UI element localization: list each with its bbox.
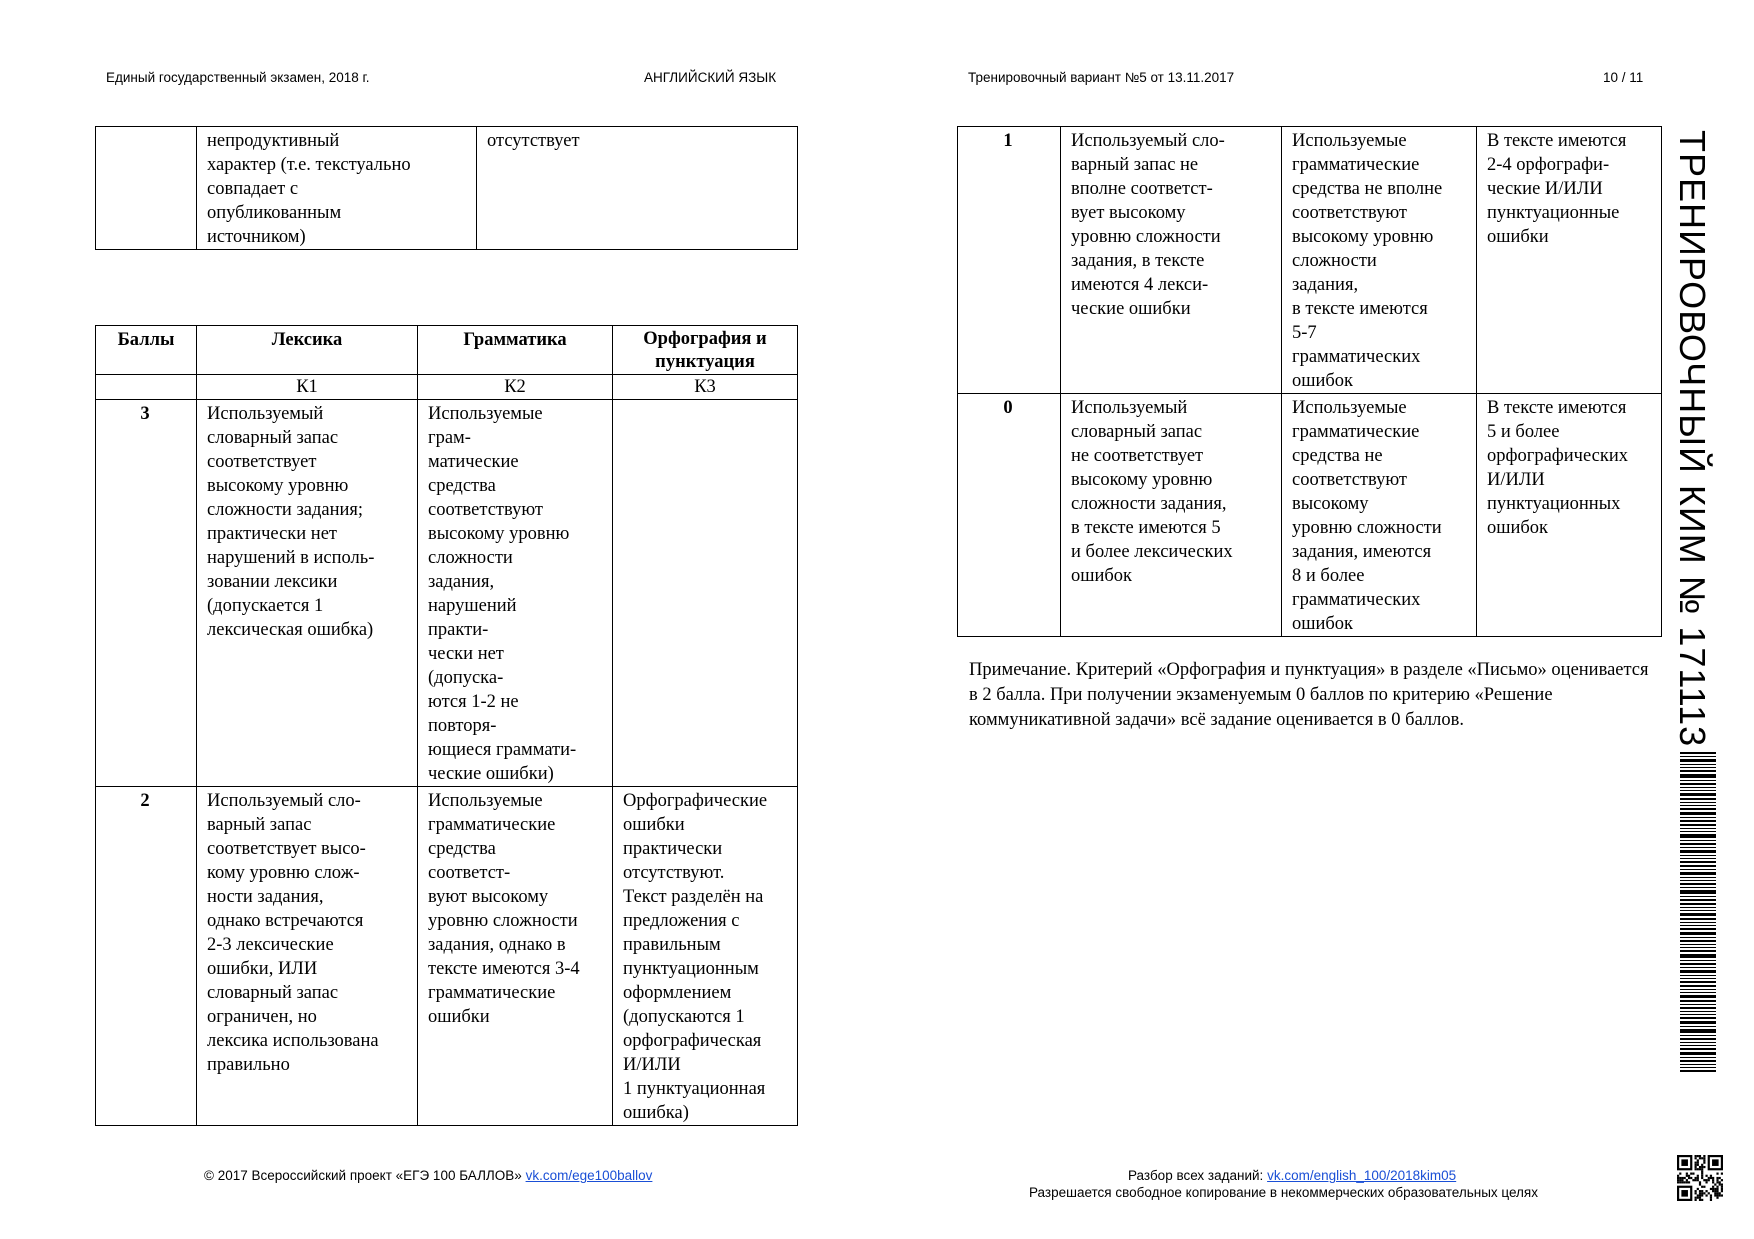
- barcode-bar: [1680, 985, 1716, 987]
- barcode-bar: [1680, 843, 1716, 845]
- table-cell: отсутствует: [477, 127, 798, 250]
- qr-module: [1695, 1164, 1697, 1166]
- barcode-bar: [1680, 899, 1716, 901]
- qr-code-icon: [1677, 1155, 1723, 1201]
- barcode-bar: [1680, 918, 1716, 920]
- barcode-bar: [1680, 812, 1716, 815]
- qr-module: [1710, 1197, 1712, 1199]
- barcode-bar: [1680, 1004, 1716, 1005]
- qr-module: [1721, 1194, 1723, 1196]
- lexis-cell: Используемый словарный запас соответствует высокому уровню сложности задания; практически нет нарушений в исполь- зовании лексики (допускается 1 лексическая ошибка): [197, 400, 418, 787]
- barcode-bar: [1680, 783, 1716, 785]
- qr-module: [1710, 1175, 1712, 1177]
- qr-module: [1701, 1164, 1703, 1166]
- barcode-bar: [1680, 764, 1716, 765]
- barcode-bar: [1680, 910, 1716, 911]
- qr-module: [1695, 1168, 1697, 1170]
- barcode-bar: [1680, 752, 1716, 754]
- barcode-bar: [1680, 756, 1716, 757]
- barcode-bar: [1680, 960, 1716, 961]
- qr-module: [1716, 1173, 1718, 1175]
- code-k3: К3: [613, 375, 798, 400]
- barcode-bar: [1680, 928, 1716, 930]
- barcode-bar: [1680, 774, 1716, 778]
- qr-module: [1705, 1179, 1707, 1181]
- qr-module: [1712, 1186, 1714, 1188]
- qr-module: [1705, 1181, 1707, 1183]
- barcode-bar: [1680, 1045, 1716, 1046]
- lexis-cell: Используемый сло- варный запас соответствует высо- кому уровню слож- ности задания, однако встречаются 2-3 лексические ошибки, ИЛИ словарный запас ограничен, но лексика использована правильно: [197, 787, 418, 1126]
- qr-module: [1712, 1181, 1714, 1183]
- qr-module: [1684, 1181, 1686, 1183]
- barcode-bar: [1680, 869, 1716, 870]
- qr-module: [1716, 1194, 1718, 1196]
- qr-module: [1708, 1192, 1710, 1194]
- qr-module: [1695, 1192, 1697, 1194]
- barcode-bar: [1680, 1052, 1716, 1055]
- qr-module: [1699, 1157, 1701, 1159]
- barcode-bar: [1680, 975, 1716, 976]
- barcode-bar: [1680, 759, 1716, 762]
- barcode-bar: [1680, 913, 1716, 916]
- barcode-bar: [1680, 1029, 1716, 1033]
- barcode-bar: [1680, 808, 1716, 810]
- barcode-bar: [1680, 877, 1716, 878]
- qr-module: [1692, 1173, 1694, 1175]
- qr-module: [1695, 1166, 1697, 1168]
- grammar-cell: Используемые грам- матические средства соответствуют высокому уровню сложности задания, нарушений практи- чески нет (допуска- ются 1-2 не повторя- ющиеся граммати- ческие ошибки): [418, 400, 613, 787]
- qr-module: [1716, 1181, 1718, 1183]
- qr-module: [1716, 1177, 1718, 1179]
- header-exam-title: Единый государственный экзамен, 2018 г.: [106, 70, 370, 85]
- barcode-bar: [1680, 890, 1716, 894]
- table-codes-row: [96, 375, 798, 400]
- qr-module: [1716, 1179, 1718, 1181]
- footer-link-project[interactable]: vk.com/ege100ballov: [525, 1168, 653, 1183]
- barcode-bar: [1680, 787, 1716, 788]
- qr-module: [1716, 1197, 1718, 1199]
- qr-module: [1699, 1183, 1701, 1185]
- qr-module: [1703, 1179, 1705, 1181]
- qr-module: [1701, 1170, 1703, 1172]
- score-cell: 3: [96, 400, 197, 787]
- qr-module: [1714, 1192, 1716, 1194]
- table-cell: [96, 127, 197, 250]
- spelling-cell: [613, 400, 798, 787]
- barcode-bar: [1680, 831, 1716, 832]
- note-paragraph: Примечание. Критерий «Орфография и пунктуация» в разделе «Письмо» оценивается в 2 балла. При получении экзаменуемым 0 баллов по критерию «Решение коммуникативной задачи» всё задание оценивается в 0 баллов.: [969, 660, 1649, 730]
- barcode-bar: [1680, 940, 1716, 942]
- barcode-bar: [1680, 1000, 1716, 1002]
- qr-module: [1681, 1159, 1688, 1166]
- barcode-bar: [1680, 805, 1716, 806]
- barcode-bar: [1680, 880, 1716, 881]
- barcode-bar: [1680, 858, 1716, 859]
- qr-module: [1716, 1192, 1718, 1194]
- qr-module: [1697, 1175, 1699, 1177]
- score-cell: 1: [958, 127, 1061, 394]
- qr-module: [1710, 1199, 1712, 1201]
- qr-module: [1699, 1190, 1701, 1192]
- qr-module: [1710, 1177, 1712, 1179]
- qr-module: [1697, 1188, 1699, 1190]
- barcode-bar: [1680, 790, 1716, 791]
- barcode-bar: [1680, 1042, 1716, 1043]
- barcode-bar: [1680, 963, 1716, 965]
- qr-module: [1699, 1192, 1701, 1194]
- lexis-cell: Используемый словарный запас не соответствует высокому уровню сложности задания, в тексте имеются 5 и более лексических ошибок: [1061, 394, 1282, 637]
- barcode-bar: [1680, 887, 1716, 888]
- qr-module: [1716, 1190, 1718, 1192]
- code-cell: [96, 375, 197, 400]
- barcode-bar: [1680, 967, 1716, 968]
- qr-module: [1712, 1190, 1714, 1192]
- qr-module: [1688, 1175, 1690, 1177]
- qr-module: [1714, 1188, 1716, 1190]
- qr-module: [1681, 1179, 1683, 1181]
- qr-module: [1719, 1177, 1721, 1179]
- barcode-bar: [1680, 932, 1716, 935]
- qr-module: [1686, 1173, 1688, 1175]
- barcode-bar: [1680, 978, 1716, 979]
- header-spelling: Орфография и пунктуация: [613, 326, 798, 375]
- qr-module: [1681, 1190, 1688, 1197]
- table-row: [958, 127, 1662, 394]
- barcode-bar: [1680, 1064, 1716, 1065]
- table-header-row: [96, 326, 798, 375]
- barcode-bar: [1680, 944, 1716, 945]
- qr-module: [1692, 1179, 1694, 1181]
- footer-copyright: © 2017 Всероссийский проект «ЕГЭ 100 БАЛЛОВ»: [204, 1168, 522, 1183]
- qr-module: [1721, 1173, 1723, 1175]
- barcode-bar: [1680, 995, 1716, 998]
- qr-module: [1701, 1173, 1703, 1175]
- qr-module: [1686, 1179, 1688, 1181]
- table-row: [96, 400, 798, 787]
- barcode-bar: [1680, 1026, 1716, 1027]
- qr-module: [1710, 1194, 1712, 1196]
- barcode-bar: [1680, 903, 1716, 905]
- qr-module: [1695, 1190, 1697, 1192]
- barcode-bar: [1680, 1048, 1716, 1050]
- qr-module: [1699, 1168, 1701, 1170]
- qr-module: [1688, 1177, 1690, 1179]
- side-label: [1665, 130, 1725, 748]
- barcode-bar: [1680, 861, 1716, 863]
- barcode-bar: [1680, 802, 1716, 803]
- qr-module: [1710, 1188, 1712, 1190]
- qr-module: [1705, 1190, 1707, 1192]
- barcode-bar: [1680, 970, 1716, 973]
- qr-module: [1677, 1179, 1679, 1181]
- barcode-bar: [1680, 992, 1716, 993]
- qr-module: [1703, 1159, 1705, 1161]
- side-label-text: ТРЕНИРОВОЧНЫЙ КИМ № 171113: [1672, 130, 1713, 748]
- qr-module: [1697, 1155, 1699, 1157]
- barcode-bar: [1680, 1070, 1716, 1072]
- qr-module: [1690, 1177, 1692, 1179]
- barcode-bar: [1680, 922, 1716, 923]
- barcode-bar: [1680, 798, 1716, 800]
- footer-license: Разрешается свободное копирование в некоммерческих образовательных целях: [1029, 1185, 1538, 1200]
- barcode-bar: [1680, 824, 1716, 826]
- qr-module: [1721, 1179, 1723, 1181]
- qr-module: [1712, 1179, 1714, 1181]
- qr-module: [1699, 1197, 1701, 1199]
- barcode-bar: [1680, 1014, 1716, 1015]
- header-grammar: Грамматика: [418, 326, 613, 375]
- qr-module: [1701, 1177, 1703, 1179]
- barcode-bar: [1680, 767, 1716, 768]
- header-subject: АНГЛИЙСКИЙ ЯЗЫК: [644, 70, 777, 85]
- qr-module: [1695, 1199, 1697, 1201]
- qr-module: [1703, 1192, 1705, 1194]
- score-cell: 2: [96, 787, 197, 1126]
- qr-module: [1716, 1188, 1718, 1190]
- code-k2: К2: [418, 375, 613, 400]
- barcode-bar: [1680, 834, 1716, 838]
- qr-module: [1686, 1175, 1688, 1177]
- barcode-bar: [1680, 907, 1716, 908]
- qr-module: [1712, 1188, 1714, 1190]
- qr-module: [1679, 1177, 1681, 1179]
- qr-module: [1697, 1162, 1699, 1164]
- barcode-bar: [1680, 954, 1716, 958]
- barcode-bar: [1680, 1035, 1716, 1036]
- grammar-cell: Используемые грамматические средства соответст- вуют высокому уровню сложности задания, однако в тексте имеются 3-4 грамматические ошибки: [418, 787, 613, 1126]
- barcode-bar: [1680, 817, 1716, 818]
- qr-module: [1719, 1194, 1721, 1196]
- qr-module: [1703, 1166, 1705, 1168]
- barcode-bar: [1680, 925, 1716, 926]
- qr-module: [1701, 1157, 1703, 1159]
- qr-module: [1708, 1179, 1710, 1181]
- table-row: [958, 394, 1662, 637]
- qr-module: [1695, 1157, 1697, 1159]
- code-k1: К1: [197, 375, 418, 400]
- grammar-cell: Используемые грамматические средства не соответствуют высокому уровню сложности задания, имеются 8 и более грамматических ошибок: [1282, 394, 1477, 637]
- score-cell: 0: [958, 394, 1061, 637]
- grammar-cell: Используемые грамматические средства не вполне соответствуют высокому уровню сложности задания, в тексте имеются 5-7 грамматических ошибок: [1282, 127, 1477, 394]
- qr-module: [1719, 1183, 1721, 1185]
- qr-module: [1679, 1181, 1681, 1183]
- spelling-cell: Орфографические ошибки практически отсутствуют. Текст разделён на предложения с правильным пунктуационным оформлением (допускаются 1 орфографическая И/ИЛИ 1 пунктуационная ошибка): [613, 787, 798, 1126]
- footer-right-line1: [1128, 1168, 1456, 1183]
- barcode-bar: [1680, 1038, 1716, 1040]
- qr-module: [1695, 1179, 1697, 1181]
- qr-module: [1677, 1177, 1679, 1179]
- qr-module: [1684, 1177, 1686, 1179]
- qr-module: [1714, 1194, 1716, 1196]
- qr-module: [1716, 1186, 1718, 1188]
- table-cell: непродуктивный характер (т.е. текстуально совпадает с опубликованным источником): [197, 127, 477, 250]
- barcode-bar: [1680, 1007, 1716, 1009]
- qr-module: [1719, 1192, 1721, 1194]
- qr-module: [1686, 1181, 1688, 1183]
- barcode-bar: [1680, 1011, 1716, 1012]
- qr-module: [1677, 1175, 1679, 1177]
- qr-module: [1699, 1166, 1701, 1168]
- qr-module: [1708, 1177, 1710, 1179]
- qr-module: [1721, 1186, 1723, 1188]
- qr-module: [1699, 1181, 1701, 1183]
- qr-module: [1721, 1183, 1723, 1185]
- qr-module: [1701, 1194, 1703, 1196]
- qr-module: [1695, 1177, 1697, 1179]
- qr-module: [1690, 1173, 1692, 1175]
- qr-module: [1697, 1164, 1699, 1166]
- qr-module: [1701, 1190, 1703, 1192]
- qr-module: [1701, 1199, 1703, 1201]
- qr-module: [1697, 1159, 1699, 1161]
- qr-module: [1699, 1155, 1701, 1157]
- barcode-bar: [1680, 865, 1716, 867]
- qr-module: [1703, 1157, 1705, 1159]
- qr-module: [1721, 1190, 1723, 1192]
- barcode-bar: [1680, 828, 1716, 829]
- barcode-bar: [1680, 847, 1716, 848]
- qr-module: [1679, 1173, 1681, 1175]
- footer-link-analysis[interactable]: vk.com/english_100/2018kim05: [1267, 1168, 1457, 1183]
- lexis-cell: Используемый сло- варный запас не вполне соответст- вует высокому уровню сложности задания, в тексте имеются 4 лекси- ческие ошибки: [1061, 127, 1282, 394]
- qr-module: [1701, 1192, 1703, 1194]
- footer-analysis-label: Разбор всех заданий:: [1128, 1168, 1264, 1183]
- barcode-bar: [1680, 1060, 1716, 1062]
- qr-module: [1714, 1183, 1716, 1185]
- criteria-table: [95, 325, 798, 1126]
- qr-module: [1701, 1168, 1703, 1170]
- qr-module: [1703, 1155, 1705, 1157]
- qr-module: [1699, 1194, 1701, 1196]
- top-table: [95, 126, 798, 250]
- header-score: Баллы: [96, 326, 197, 375]
- footer-left: [204, 1168, 652, 1183]
- barcode: [1680, 752, 1716, 1097]
- qr-module: [1688, 1181, 1690, 1183]
- barcode-bar: [1680, 950, 1716, 952]
- barcode-bar: [1680, 793, 1716, 796]
- header-page-number: 10 / 11: [1603, 70, 1644, 85]
- barcode-bar: [1680, 1017, 1716, 1019]
- qr-module: [1714, 1190, 1716, 1192]
- barcode-bar: [1680, 937, 1716, 938]
- qr-module: [1705, 1194, 1707, 1196]
- barcode-bar: [1680, 855, 1716, 856]
- qr-module: [1695, 1155, 1697, 1157]
- qr-module: [1719, 1181, 1721, 1183]
- qr-module: [1697, 1179, 1699, 1181]
- barcode-bar: [1680, 1067, 1716, 1068]
- qr-module: [1697, 1197, 1699, 1199]
- table-row: [96, 787, 798, 1126]
- barcode-bar: [1680, 947, 1716, 948]
- barcode-bar: [1680, 1057, 1716, 1058]
- criteria-table-continued: [957, 126, 1662, 637]
- qr-module: [1705, 1175, 1707, 1177]
- spelling-cell: В тексте имеются 5 и более орфографических И/ИЛИ пунктуационных ошибок: [1477, 394, 1662, 637]
- table-row: [96, 127, 798, 250]
- qr-module: [1695, 1162, 1697, 1164]
- qr-module: [1679, 1179, 1681, 1181]
- barcode-bar: [1680, 872, 1716, 875]
- spelling-cell: В тексте имеются 2-4 орфографи- ческие И/ИЛИ пунктуационные ошибки: [1477, 127, 1662, 394]
- barcode-bar: [1680, 850, 1716, 853]
- barcode-bar: [1680, 896, 1716, 897]
- barcode-bar: [1680, 1021, 1716, 1024]
- barcode-bar: [1680, 820, 1716, 822]
- barcode-bar: [1680, 981, 1716, 983]
- barcode-bar: [1680, 883, 1716, 885]
- qr-module: [1703, 1186, 1705, 1188]
- header-variant: Тренировочный вариант №5 от 13.11.2017: [968, 70, 1235, 85]
- qr-module: [1721, 1188, 1723, 1190]
- qr-module: [1677, 1181, 1679, 1183]
- qr-module: [1712, 1177, 1714, 1179]
- barcode-bar: [1680, 780, 1716, 781]
- qr-module: [1703, 1162, 1705, 1164]
- header-lexis: Лексика: [197, 326, 418, 375]
- qr-module: [1697, 1194, 1699, 1196]
- barcode-bar: [1680, 989, 1716, 990]
- qr-module: [1712, 1159, 1719, 1166]
- qr-module: [1697, 1168, 1699, 1170]
- qr-module: [1681, 1177, 1683, 1179]
- qr-module: [1697, 1177, 1699, 1179]
- barcode-bar: [1680, 770, 1716, 772]
- qr-module: [1699, 1199, 1701, 1201]
- qr-module: [1681, 1181, 1683, 1183]
- qr-module: [1695, 1197, 1697, 1199]
- qr-module: [1701, 1166, 1703, 1168]
- qr-module: [1701, 1186, 1703, 1188]
- qr-module: [1701, 1175, 1703, 1177]
- barcode-bar: [1680, 840, 1716, 841]
